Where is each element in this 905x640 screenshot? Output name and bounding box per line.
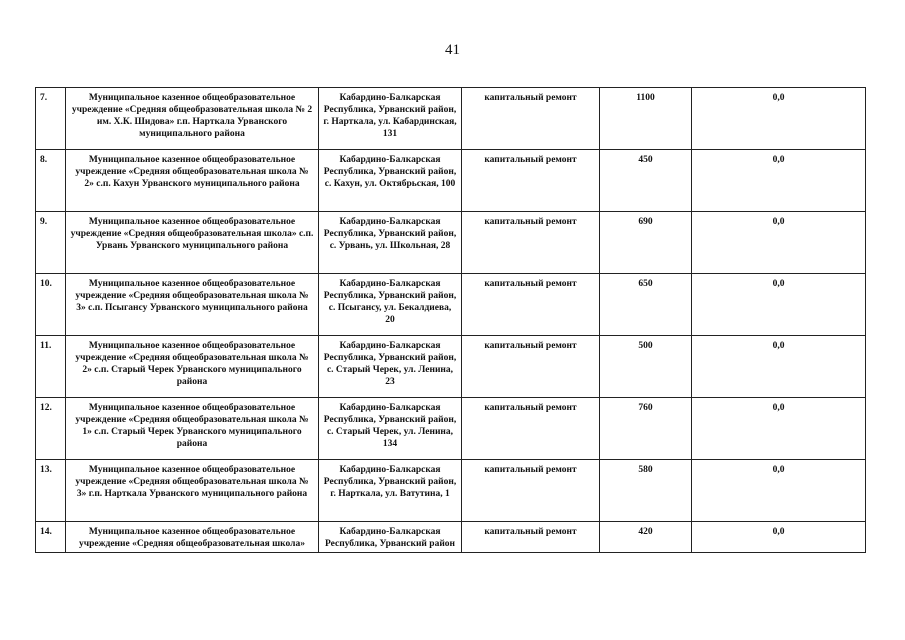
cost-value: 580 (600, 460, 692, 522)
institution-name: Муниципальное казенное общеобразовательное учреждение «Средняя общеобразовательная школа № 2» с.п. Старый Черек Урванского муниципального района (66, 336, 319, 398)
amount-value: 0,0 (692, 398, 866, 460)
institution-name: Муниципальное казенное общеобразовательное учреждение «Средняя общеобразовательная школа № 3» г.п. Нарткала Урванского муниципального района (66, 460, 319, 522)
institution-address: Кабардино-Балкарская Республика, Урванский район (319, 522, 462, 553)
table-row (36, 150, 866, 212)
work-type: капитальный ремонт (462, 398, 600, 460)
cost-value: 450 (600, 150, 692, 212)
institution-address: Кабардино-Балкарская Республика, Урванский район, г. Нарткала, ул. Ватутина, 1 (319, 460, 462, 522)
table-row (36, 460, 866, 522)
row-number: 7. (36, 88, 66, 150)
row-number: 9. (36, 212, 66, 274)
institution-address: Кабардино-Балкарская Республика, Урванский район, г. Нарткала, ул. Кабардинская, 131 (319, 88, 462, 150)
row-number: 11. (36, 336, 66, 398)
schools-table (35, 87, 866, 553)
cost-value: 500 (600, 336, 692, 398)
cost-value: 1100 (600, 88, 692, 150)
amount-value: 0,0 (692, 460, 866, 522)
institution-name: Муниципальное казенное общеобразовательное учреждение «Средняя общеобразовательная школа № 3» с.п. Псыгансу Урванского муниципального района (66, 274, 319, 336)
work-type: капитальный ремонт (462, 88, 600, 150)
work-type: капитальный ремонт (462, 212, 600, 274)
institution-name: Муниципальное казенное общеобразовательное учреждение «Средняя общеобразовательная школа № 2» с.п. Кахун Урванского муниципального района (66, 150, 319, 212)
work-type: капитальный ремонт (462, 522, 600, 553)
row-number: 14. (36, 522, 66, 553)
amount-value: 0,0 (692, 274, 866, 336)
amount-value: 0,0 (692, 150, 866, 212)
row-number: 13. (36, 460, 66, 522)
table-row (36, 274, 866, 336)
page-number: 41 (445, 42, 460, 58)
row-number: 8. (36, 150, 66, 212)
institution-address: Кабардино-Балкарская Республика, Урванский район, с. Псыгансу, ул. Бекалдиева, 20 (319, 274, 462, 336)
institution-address: Кабардино-Балкарская Республика, Урванский район, с. Старый Черек, ул. Ленина, 134 (319, 398, 462, 460)
table-row (36, 212, 866, 274)
table-row (36, 336, 866, 398)
work-type: капитальный ремонт (462, 336, 600, 398)
institution-address: Кабардино-Балкарская Республика, Урванский район, с. Кахун, ул. Октябрьская, 100 (319, 150, 462, 212)
row-number: 12. (36, 398, 66, 460)
institution-name: Муниципальное казенное общеобразовательное учреждение «Средняя общеобразовательная школа № 2 им. Х.К. Шидова» г.п. Нарткала Урванского муниципального района (66, 88, 319, 150)
table-row (36, 398, 866, 460)
institution-address: Кабардино-Балкарская Республика, Урванский район, с. Старый Черек, ул. Ленина, 23 (319, 336, 462, 398)
institution-name: Муниципальное казенное общеобразовательное учреждение «Средняя общеобразовательная школа» (66, 522, 319, 553)
amount-value: 0,0 (692, 336, 866, 398)
institution-name: Муниципальное казенное общеобразовательное учреждение «Средняя общеобразовательная школа № 1» с.п. Старый Черек Урванского муниципального района (66, 398, 319, 460)
work-type: капитальный ремонт (462, 274, 600, 336)
cost-value: 420 (600, 522, 692, 553)
amount-value: 0,0 (692, 212, 866, 274)
table-row (36, 522, 866, 553)
table-row (36, 88, 866, 150)
institution-address: Кабардино-Балкарская Республика, Урванский район, с. Урвань, ул. Школьная, 28 (319, 212, 462, 274)
amount-value: 0,0 (692, 88, 866, 150)
cost-value: 650 (600, 274, 692, 336)
row-number: 10. (36, 274, 66, 336)
amount-value: 0,0 (692, 522, 866, 553)
cost-value: 690 (600, 212, 692, 274)
cost-value: 760 (600, 398, 692, 460)
institution-name: Муниципальное казенное общеобразовательное учреждение «Средняя общеобразовательная школа» с.п. Урвань Урванского муниципального района (66, 212, 319, 274)
work-type: капитальный ремонт (462, 460, 600, 522)
work-type: капитальный ремонт (462, 150, 600, 212)
